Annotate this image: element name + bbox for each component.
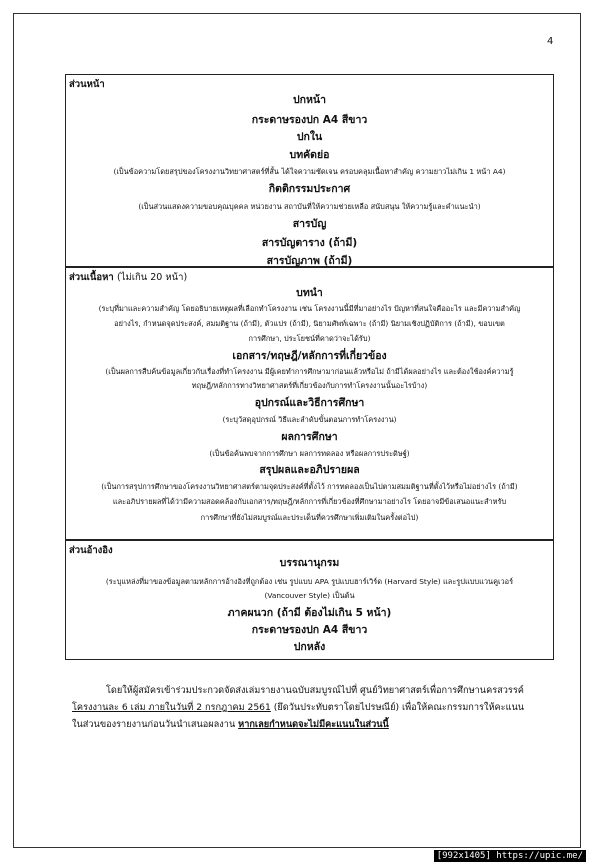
section-heading: กระดาษรองปก A4 สีขาว <box>251 114 368 126</box>
section-description: (เป็นผลการสืบค้นข้อมูลเกี่ยวกับเรื่องที่ทำโครงงาน มีผู้เคยทำการศึกษามาก่อนแล้วหรือไม่ ถ้ามีได้ผลอย่างไร และต้องใช้องค์ความรู้ <box>105 367 514 376</box>
front-matter-section <box>65 74 554 267</box>
section-heading: เอกสาร/ทฤษฎี/หลักการที่เกี่ยวข้อง <box>232 350 387 362</box>
section-description: การศึกษาที่ยังไม่สมบูรณ์และประเด็นที่ควรศึกษาเพิ่มเติมในครั้งต่อไป) <box>200 513 419 522</box>
section-heading: ผลการศึกษา <box>281 431 338 443</box>
section-description: (เป็นข้อค้นพบจากการศึกษา ผลการทดลอง หรือผลการประดิษฐ์) <box>209 449 410 458</box>
body-section <box>65 267 554 540</box>
section-heading: บทนำ <box>296 287 323 299</box>
section-heading: สารบัญ <box>292 218 327 230</box>
watermark-credit: [992x1405] https://upic.me/ <box>434 850 586 862</box>
section-description: (ระบุแหล่งที่มาของข้อมูลตามหลักการอ้างอิงที่ถูกต้อง เช่น รูปแบบ APA รูปแบบฮาร์เวิร์ด (Harvard Style) และรูปแบบแวนคูเวอร์ <box>105 577 514 586</box>
section-heading: สารบัญภาพ (ถ้ามี) <box>266 255 353 267</box>
body-title-text: ส่วนเนื้อหา <box>69 272 114 283</box>
paragraph-line-3-a: ในส่วนของรายงานก่อนวันนำเสนอผลงาน <box>72 719 239 730</box>
paragraph-line-2 <box>72 699 560 716</box>
submission-paragraph <box>72 682 560 733</box>
section-description: ทฤษฎี/หลักการทางวิทยาศาสตร์ที่เกี่ยวข้องกับการทำโครงงานนั้นอะไรบ้าง) <box>191 381 428 390</box>
section-heading: ภาคผนวก (ถ้ามี ต้องไม่เกิน 5 หน้า) <box>227 607 392 619</box>
deadline-text: โครงงานละ 6 เล่ม ภายในวันที่ 2 กรกฎาคม 2561 <box>72 702 271 713</box>
section-description: อย่างไร, กำหนดจุดประสงค์, สมมติฐาน (ถ้ามี), ตัวแปร (ถ้ามี), นิยามศัพท์เฉพาะ (ถ้ามี) นิยามเชิงปฏิบัติการ (ถ้ามี), ขอบเขต <box>114 319 505 328</box>
section-heading: ปกหลัง <box>293 641 326 653</box>
front-matter-title: ส่วนหน้า <box>69 79 105 90</box>
section-description: (เป็นส่วนแสดงความขอบคุณบุคคล หน่วยงาน สถาบันที่ให้ความช่วยเหลือ สนับสนุน ให้ความรู้และคำแนะนำ) <box>138 202 481 211</box>
section-description: (เป็นข้อความโดยสรุปของโครงงานวิทยาศาสตร์ที่สั้น ได้ใจความชัดเจน ครอบคลุมเนื้อหาสำคัญ ความยาวไม่เกิน 1 หน้า A4) <box>113 167 506 176</box>
paragraph-line-1: โดยให้ผู้สมัครเข้าร่วมประกวดจัดส่งเล่มรายงานฉบับสมบูรณ์ไปที่ ศูนย์วิทยาศาสตร์เพื่อการศึกษานครสวรรค์ <box>106 685 524 696</box>
section-heading: กิตติกรรมประกาศ <box>268 183 351 195</box>
page-number: 4 <box>547 36 554 47</box>
body-title-note: (ไม่เกิน 20 หน้า) <box>116 272 188 283</box>
references-title: ส่วนอ้างอิง <box>69 545 113 556</box>
section-heading: สารบัญตาราง (ถ้ามี) <box>261 237 358 249</box>
section-description: (Vancouver Style) เป็นต้น <box>264 591 355 600</box>
references-section <box>65 540 554 660</box>
paragraph-line-3 <box>72 716 560 733</box>
section-description: และอภิปรายผลที่ได้ว่ามีความสอดคล้องกับเอกสาร/ทฤษฎี/หลักการที่เกี่ยวข้องที่ศึกษามาอย่างไร โดยอาจมีข้อเสนอแนะสำหรับ <box>112 497 507 506</box>
section-heading: กระดาษรองปก A4 สีขาว <box>251 624 368 636</box>
section-description: (ระบุวัสดุอุปกรณ์ วิธีและลำดับขั้นตอนการทำโครงงาน) <box>222 415 397 424</box>
section-heading: สรุปผลและอภิปรายผล <box>259 464 360 476</box>
section-description: (ระบุที่มาและความสำคัญ โดยอธิบายเหตุผลที่เลือกทำโครงงาน เช่น โครงงานนี้มีที่มาอย่างไร ปัญหาที่สนใจคืออะไร และมีความสำคัญ <box>98 304 521 313</box>
late-warning: หากเลยกำหนดจะไม่มีคะแนนในส่วนนี้ <box>238 719 389 730</box>
section-heading: บทคัดย่อ <box>289 149 330 161</box>
section-heading: ปกใน <box>296 131 323 143</box>
section-heading: ปกหน้า <box>292 94 327 106</box>
body-section-title <box>69 270 187 285</box>
section-description: (เป็นการสรุปการศึกษาของโครงงานวิทยาศาสตร์ตามจุดประสงค์ที่ตั้งไว้ การทดลองเป็นไปตามสมมติฐานที่ตั้งไว้หรือไม่อย่างไร (ถ้ามี) <box>101 482 518 491</box>
section-description: การศึกษา, ประโยชน์ที่คาดว่าจะได้รับ) <box>248 334 371 343</box>
section-heading: อุปกรณ์และวิธีการศึกษา <box>254 397 365 409</box>
section-heading: บรรณานุกรม <box>279 557 340 569</box>
paragraph-line-2-rest: (ยึดวันประทับตราโดยไปรษณีย์) เพื่อให้คณะกรรมการให้คะแนน <box>270 702 525 713</box>
